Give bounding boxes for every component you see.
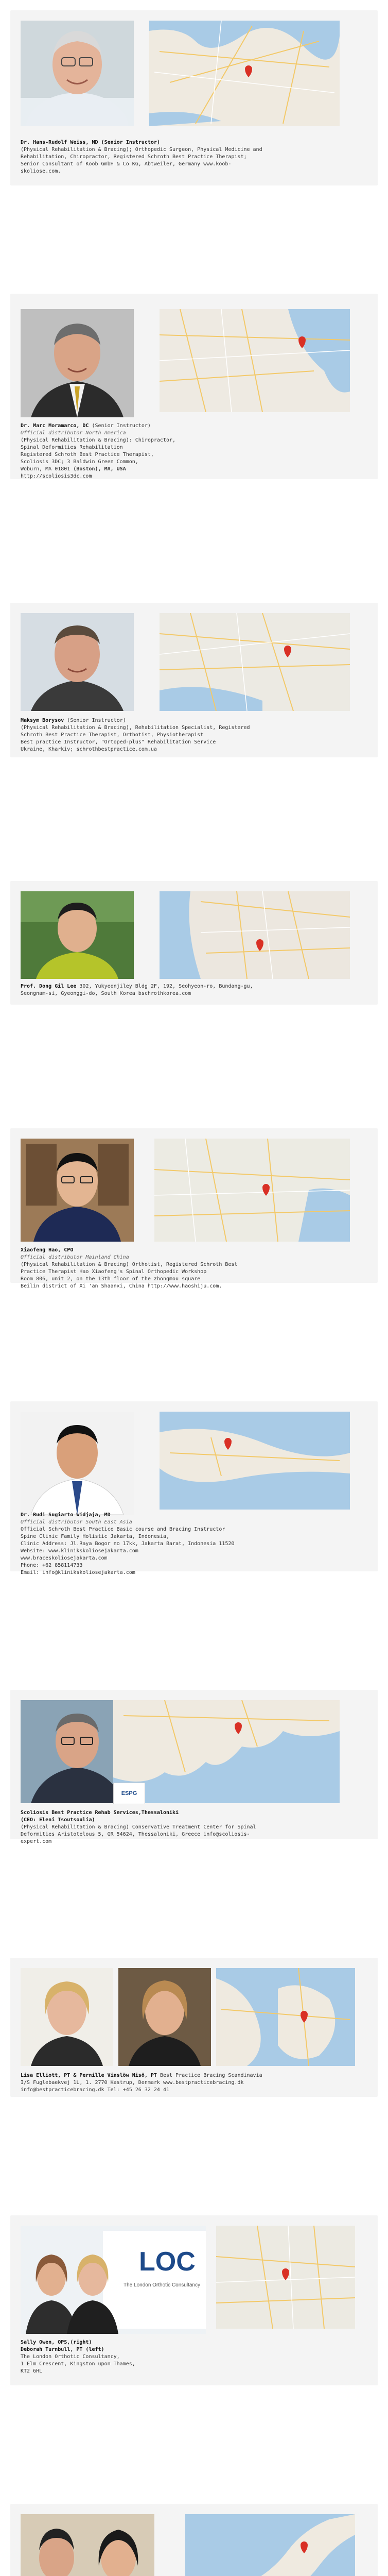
contact-line: The London Orthotic Consultancy, bbox=[21, 2354, 120, 2360]
contact-card-thessaloniki bbox=[10, 1690, 378, 1844]
contact-name: Dr. Marc Moramarco, DC bbox=[21, 423, 89, 429]
contact-line: Rehabilitation, Chiropractor, Registered Schroth Best Practice Therapist; bbox=[21, 154, 247, 160]
contact-line: Deborah Turnbull, PT (left) bbox=[21, 2347, 104, 2352]
contact-subtitle: Official distributor Mainland China bbox=[21, 1255, 129, 1260]
espg-logo: ESPG bbox=[113, 1783, 145, 1804]
contact-title: (Senior Instructor) bbox=[92, 423, 151, 429]
contact-text bbox=[21, 139, 367, 175]
contact-line: KT2 6HL bbox=[21, 2368, 43, 2374]
location-map bbox=[160, 613, 350, 711]
contact-line: Seongnam-si, Gyeonggi-do, South Korea bschrothkorea.com bbox=[21, 991, 191, 996]
portrait-photo-left bbox=[21, 1968, 113, 2066]
contact-line: (Physical Rehabilitation & Bracing); Orthopedic Surgeon, Physical Medicine and bbox=[21, 147, 262, 152]
location-map bbox=[149, 21, 340, 126]
website-link[interactable]: Website: www.klinikskoliosejakarta.com bbox=[21, 1548, 138, 1554]
contact-name: Xiaofeng Hao, CPO bbox=[21, 1247, 74, 1253]
contact-title: (Senior Instructor) bbox=[101, 140, 160, 145]
contact-line: I/S Fuglebaekvej 1L, 1. 2770 Kastrup, Denmark www.bestpracticebracing.dk bbox=[21, 2080, 244, 2086]
portrait-photo bbox=[21, 2226, 206, 2334]
contact-card-japan bbox=[10, 2504, 378, 2576]
contact-line: Spinal Deformities Rehabilitation bbox=[21, 445, 123, 450]
contact-text bbox=[21, 2339, 367, 2375]
contact-name: Prof. Dong Gil Lee bbox=[21, 984, 77, 989]
contact-line: skoliose.com. bbox=[21, 168, 61, 174]
phone-number: Phone: +62 858114733 bbox=[21, 1563, 83, 1568]
location-map bbox=[216, 1968, 355, 2066]
portrait-photo bbox=[21, 309, 134, 417]
location-map bbox=[216, 2226, 355, 2329]
contact-line: 1 Elm Crescent, Kingston upon Thames, bbox=[21, 2361, 135, 2367]
contact-line: Best Practice Bracing Scandinavia bbox=[160, 2073, 262, 2078]
contact-text bbox=[21, 2072, 367, 2094]
contact-line: (Physical Rehabilitation & Bracing) Orthotist, Registered Schroth Best bbox=[21, 1262, 238, 1267]
contact-card-lee bbox=[10, 881, 378, 1005]
portrait-photo bbox=[21, 613, 134, 711]
contact-line: 302, Yukyeonjiley Bldg 2F, 192, Seohyeon-ro, Bundang-gu, bbox=[79, 984, 253, 989]
portrait-photo bbox=[21, 891, 134, 979]
contact-line: Ukraine, Kharkiv; schrothbestpractice.com.ua bbox=[21, 747, 157, 752]
contact-card-hao bbox=[10, 1128, 378, 1289]
location-map bbox=[160, 891, 350, 979]
location-map bbox=[113, 1700, 340, 1803]
contact-line: (Physical Rehabilitation & Bracing) Conservative Treatment Center for Spinal bbox=[21, 1824, 256, 1830]
email-link[interactable]: Email: info@klinikskoliosejakarta.com bbox=[21, 1570, 135, 1575]
contact-subtitle: Official distributor North America bbox=[21, 430, 126, 436]
contact-line: (Physical Rehabilitation & Bracing), Rehabilitation Specialist, Registered bbox=[21, 725, 250, 731]
contact-line: info@bestpracticebracing.dk Tel: +45 26 32 24 41 bbox=[21, 2087, 169, 2093]
contact-card-widjaja bbox=[10, 1401, 378, 1575]
contact-line: Registered Schroth Best Practice Therapist, bbox=[21, 452, 154, 457]
portrait-photo-right bbox=[118, 1968, 211, 2066]
contact-card-scandinavia bbox=[10, 1958, 378, 2097]
contact-card-moramarco bbox=[10, 294, 378, 479]
loc-sign-subtitle: The London Orthotic Consultancy bbox=[124, 2282, 200, 2288]
portrait-photo bbox=[21, 2514, 154, 2576]
contact-line: expert.com bbox=[21, 1839, 52, 1844]
contact-line: Spine Clinic Family Holistic Jakarta, Indonesia, bbox=[21, 1534, 169, 1539]
contact-name: Sally Owen, OPS,(right) bbox=[21, 2340, 92, 2345]
contact-card-london bbox=[10, 2215, 378, 2385]
location-map bbox=[160, 309, 350, 412]
contact-line: Clinic Address: Jl.Raya Bogor no 17kk, Jakarta Barat, Indonesia 11520 bbox=[21, 1541, 235, 1547]
contact-line: Official Schroth Best Practice Basic course and Bracing Instructor bbox=[21, 1527, 225, 1532]
contact-text bbox=[21, 983, 367, 997]
contact-line: Beilin district of Xi 'an Shaanxi, China http://www.haoshiju.com. bbox=[21, 1283, 222, 1289]
website-link[interactable]: www.braceskoliosejakarta.com bbox=[21, 1555, 108, 1561]
contact-name: Dr. Rudi Sugiarto Widjaja, MD bbox=[21, 1512, 111, 1518]
contact-line: Best practice Instructor, "Ortoped-plus" Rehabilitation Service bbox=[21, 739, 216, 745]
contact-location: (Boston), MA, USA bbox=[73, 466, 126, 472]
location-map bbox=[160, 1412, 350, 1510]
contact-text bbox=[21, 1512, 367, 1577]
contact-line: (Physical Rehabilitation & Bracing): Chiropractor, bbox=[21, 437, 176, 443]
contact-subtitle: Official distributor South East Asia bbox=[21, 1519, 132, 1525]
contact-text bbox=[21, 422, 367, 480]
contact-card-borysov bbox=[10, 603, 378, 757]
contact-name: Scoliosis Best Practice Rehab Services,Thessaloniki bbox=[21, 1810, 179, 1816]
contact-text bbox=[21, 717, 367, 753]
portrait-photo bbox=[21, 1139, 134, 1242]
contact-ceo: (CEO: Eleni Tsoutsoulia) bbox=[21, 1817, 95, 1823]
contact-card-weiss bbox=[10, 10, 378, 185]
contact-title: (Senior Instructor) bbox=[67, 718, 126, 723]
location-map bbox=[154, 1139, 350, 1242]
contact-name: Maksym Borysov bbox=[21, 718, 64, 723]
contact-name: Dr. Hans-Rudolf Weiss, MD bbox=[21, 140, 98, 145]
contact-text bbox=[21, 1809, 367, 1845]
contact-line: Woburn, MA 01801 bbox=[21, 466, 70, 472]
contact-line: Deformities Aristotelous 5, GR 54624, Thessaloniki, Greece info@scoliosis- bbox=[21, 1832, 250, 1837]
contact-name: Lisa Elliott, PT & Pernille Vinslöw Nisö, PT bbox=[21, 2073, 157, 2078]
website-link[interactable]: http://scoliosis3dc.com bbox=[21, 473, 92, 479]
loc-sign: LOC bbox=[139, 2247, 196, 2277]
location-map bbox=[185, 2514, 355, 2576]
contact-line: Room 806, unit 2, on the 13th floor of the zhongmou square bbox=[21, 1276, 201, 1282]
contact-line: Practice Therapist Hao Xiaofeng's Spinal Orthopedic Workshop bbox=[21, 1269, 207, 1275]
contact-line: Scoliosis 3DC; 3 Baldwin Green Common, bbox=[21, 459, 138, 465]
contact-line: Senior Consultant of Koob GmbH & Co KG, Abtweiler, Germany www.koob- bbox=[21, 161, 232, 167]
contact-text bbox=[21, 1247, 367, 1290]
portrait-photo bbox=[21, 21, 134, 126]
portrait-photo bbox=[21, 1412, 134, 1515]
contact-line: Schroth Best Practice Therapist, Orthotist, Physiotherapist bbox=[21, 732, 204, 738]
